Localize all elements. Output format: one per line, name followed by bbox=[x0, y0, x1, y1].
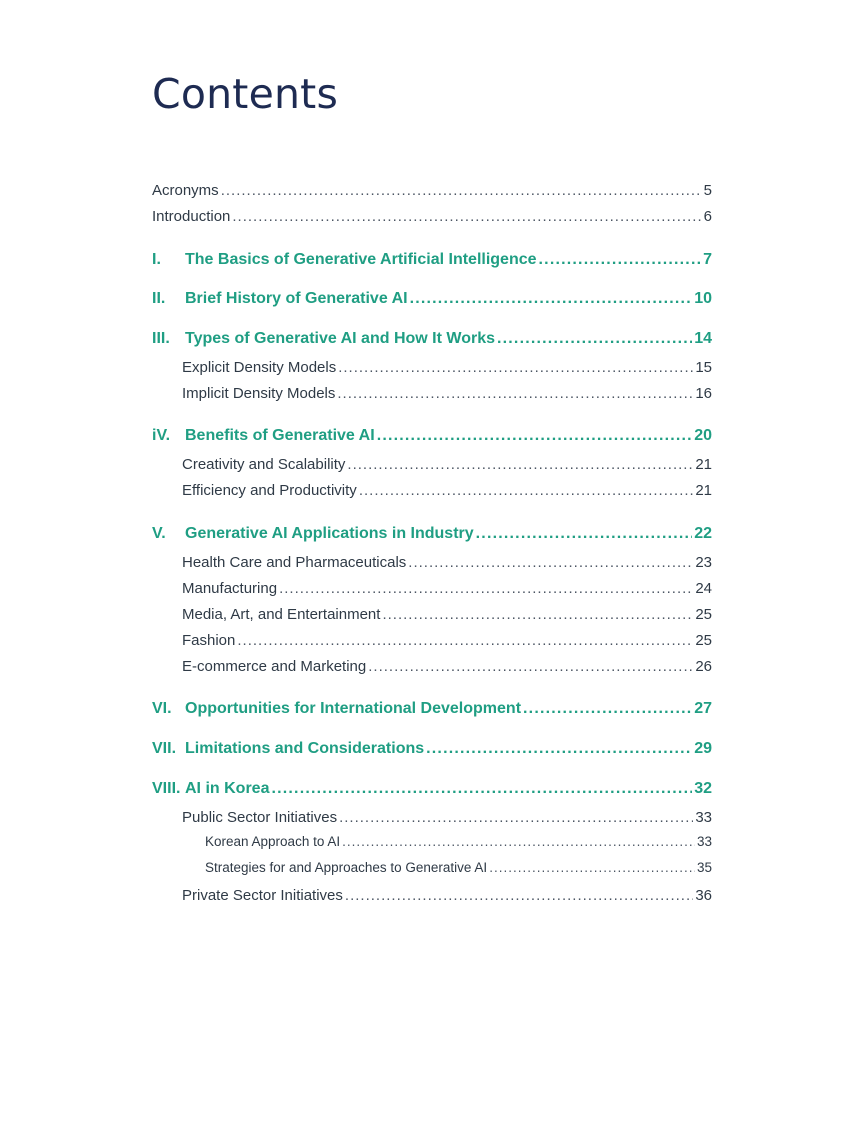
chapter-number: VI. bbox=[152, 700, 172, 717]
toc-chapter-8[interactable] bbox=[152, 779, 712, 799]
toc-section-ecommerce-marketing[interactable] bbox=[182, 657, 712, 677]
toc-page-number: 24 bbox=[695, 580, 712, 597]
toc-page-number: 25 bbox=[695, 606, 712, 623]
toc-page-number: 35 bbox=[696, 860, 712, 875]
toc-chapter-3[interactable] bbox=[152, 329, 712, 349]
dot-leader bbox=[539, 250, 702, 270]
toc-page-number: 36 bbox=[695, 887, 712, 904]
toc-page-number: 27 bbox=[694, 700, 712, 717]
dot-leader bbox=[279, 579, 693, 599]
dot-leader bbox=[377, 426, 693, 446]
dot-leader bbox=[345, 886, 693, 906]
dot-leader bbox=[382, 605, 693, 625]
chapter-number: II. bbox=[152, 290, 166, 307]
toc-entry-label: Acronyms bbox=[152, 182, 219, 199]
toc-page-number: 6 bbox=[703, 208, 712, 225]
toc-page-number: 29 bbox=[694, 740, 712, 757]
dot-leader bbox=[339, 808, 693, 828]
toc-entry-label: Creativity and Scalability bbox=[182, 456, 346, 473]
toc-chapter-7[interactable] bbox=[152, 739, 712, 759]
dot-leader bbox=[342, 832, 695, 852]
toc-entry-label: Opportunities for International Development bbox=[185, 700, 522, 717]
dot-leader bbox=[523, 699, 692, 719]
toc-entry-label: Implicit Density Models bbox=[182, 385, 336, 402]
toc-entry-label: Public Sector Initiatives bbox=[182, 809, 338, 826]
chapter-number: iV. bbox=[152, 427, 171, 444]
toc-page-number: 15 bbox=[695, 359, 712, 376]
dot-leader bbox=[237, 631, 693, 651]
chapter-number: VIII. bbox=[152, 780, 181, 797]
dot-leader bbox=[359, 481, 694, 501]
toc-section-private-sector[interactable] bbox=[182, 886, 712, 906]
toc-page-number: 33 bbox=[695, 809, 712, 826]
toc-page-number: 33 bbox=[696, 834, 712, 849]
toc-subsection-strategies-generative-ai[interactable] bbox=[205, 858, 712, 878]
chapter-number: V. bbox=[152, 525, 166, 542]
toc-page-number: 16 bbox=[695, 385, 712, 402]
toc-entry-label: Fashion bbox=[182, 632, 236, 649]
toc-entry-label: Private Sector Initiatives bbox=[182, 887, 343, 904]
toc-entry-label: Korean Approach to AI bbox=[205, 834, 341, 849]
chapter-number: VII. bbox=[152, 740, 177, 757]
toc-entry-label: The Basics of Generative Artificial Intelligence bbox=[185, 251, 537, 268]
toc-page-number: 7 bbox=[703, 251, 712, 268]
toc-page-number: 22 bbox=[694, 525, 712, 542]
dot-leader bbox=[271, 779, 692, 799]
dot-leader bbox=[476, 524, 693, 544]
toc-entry-label: Brief History of Generative AI bbox=[185, 290, 408, 307]
dot-leader bbox=[338, 358, 693, 378]
toc-page-number: 25 bbox=[695, 632, 712, 649]
page-title: Contents bbox=[152, 70, 339, 118]
dot-leader bbox=[368, 657, 693, 677]
toc-entry-label: Limitations and Considerations bbox=[185, 740, 425, 757]
chapter-number: III. bbox=[152, 330, 170, 347]
dot-leader bbox=[410, 289, 693, 309]
toc-section-public-sector[interactable] bbox=[182, 808, 712, 828]
dot-leader bbox=[497, 329, 692, 349]
toc-section-efficiency-and-productivity[interactable] bbox=[182, 481, 712, 501]
toc-entry-label: Health Care and Pharmaceuticals bbox=[182, 554, 407, 571]
dot-leader bbox=[337, 384, 693, 404]
chapter-number: I. bbox=[152, 251, 161, 268]
toc-subsection-korean-approach[interactable] bbox=[205, 832, 712, 852]
toc-entry-acronyms[interactable] bbox=[152, 181, 712, 201]
toc-entry-label: Benefits of Generative AI bbox=[185, 427, 375, 444]
toc-page-number: 20 bbox=[694, 427, 712, 444]
toc-entry-label: Types of Generative AI and How It Works bbox=[185, 330, 495, 347]
toc-section-creativity-and-scalability[interactable] bbox=[182, 455, 712, 475]
toc-page-number: 23 bbox=[695, 554, 712, 571]
toc-entry-label: Manufacturing bbox=[182, 580, 278, 597]
toc-entry-introduction[interactable] bbox=[152, 207, 712, 227]
dot-leader bbox=[489, 858, 695, 878]
toc-entry-label: Introduction bbox=[152, 208, 231, 225]
toc-section-implicit-density-models[interactable] bbox=[182, 384, 712, 404]
toc-section-fashion[interactable] bbox=[182, 631, 712, 651]
toc-chapter-4[interactable] bbox=[152, 426, 712, 446]
toc-entry-label: AI in Korea bbox=[185, 780, 270, 797]
toc-entry-label: Efficiency and Productivity bbox=[182, 482, 357, 499]
toc-section-health-care[interactable] bbox=[182, 553, 712, 573]
toc-chapter-1[interactable] bbox=[152, 250, 712, 270]
dot-leader bbox=[221, 181, 702, 201]
toc-chapter-5[interactable] bbox=[152, 524, 712, 544]
toc-page-number: 21 bbox=[695, 482, 712, 499]
toc-page-number: 14 bbox=[694, 330, 712, 347]
toc-chapter-6[interactable] bbox=[152, 699, 712, 719]
dot-leader bbox=[408, 553, 693, 573]
dot-leader bbox=[347, 455, 693, 475]
toc-page-number: 21 bbox=[695, 456, 712, 473]
toc-entry-label: Strategies for and Approaches to Generative AI bbox=[205, 860, 488, 875]
toc-page-number: 32 bbox=[694, 780, 712, 797]
toc-section-explicit-density-models[interactable] bbox=[182, 358, 712, 378]
toc-section-media-art-entertainment[interactable] bbox=[182, 605, 712, 625]
toc-page-number: 26 bbox=[695, 658, 712, 675]
toc-entry-label: Generative AI Applications in Industry bbox=[185, 525, 474, 542]
dot-leader bbox=[232, 207, 701, 227]
toc-section-manufacturing[interactable] bbox=[182, 579, 712, 599]
toc-chapter-2[interactable] bbox=[152, 289, 712, 309]
dot-leader bbox=[426, 739, 692, 759]
toc-entry-label: E-commerce and Marketing bbox=[182, 658, 367, 675]
toc-page-number: 10 bbox=[694, 290, 712, 307]
toc-page-number: 5 bbox=[703, 182, 712, 199]
toc-entry-label: Explicit Density Models bbox=[182, 359, 337, 376]
toc-entry-label: Media, Art, and Entertainment bbox=[182, 606, 381, 623]
